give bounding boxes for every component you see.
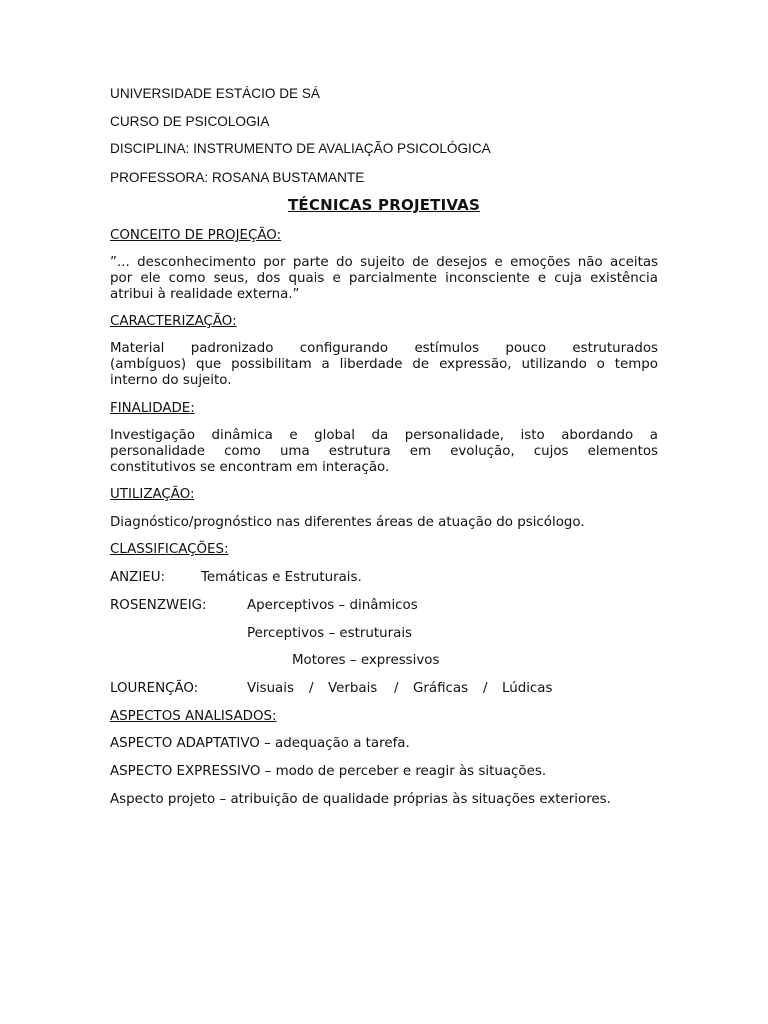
document-title: TÉCNICAS PROJETIVAS xyxy=(287,196,480,214)
value-lourencao-verbais: Verbais xyxy=(328,681,378,696)
paragraph-line: Investigação dinâmica e global da personalidade, isto abordando a xyxy=(110,428,658,443)
paragraph-line: (ambíguos) que possibilitam a liberdade de expressão, utilizando o tempo xyxy=(110,357,658,372)
heading-classificacoes: CLASSIFICAÇÕES: xyxy=(110,542,229,557)
separator-slash: / xyxy=(483,681,488,696)
paragraph-finalidade xyxy=(110,428,658,476)
heading-finalidade: FINALIDADE: xyxy=(110,401,195,416)
heading-caracterizacao: CARACTERIZAÇÃO: xyxy=(110,314,237,329)
aspecto-projeto: Aspecto projeto – atribuição de qualidade próprias às situações exteriores. xyxy=(110,792,611,807)
label-lourencao: LOURENÇÃO: xyxy=(110,681,199,696)
heading-aspectos: ASPECTOS ANALISADOS: xyxy=(110,709,277,724)
paragraph-caracterizacao xyxy=(110,341,658,389)
heading-utilizacao: UTILIZAÇÃO: xyxy=(110,487,195,502)
value-rosenzweig-2: Perceptivos – estruturais xyxy=(247,626,413,641)
aspecto-expressivo: ASPECTO EXPRESSIVO – modo de perceber e reagir às situações. xyxy=(110,764,547,779)
paragraph-line: por ele como seus, dos quais e parcialmente inconsciente e cuja existência xyxy=(110,271,658,286)
paragraph-line: Material padronizado configurando estímulos pouco estruturados xyxy=(110,341,658,356)
heading-conceito: CONCEITO DE PROJEÇÃO: xyxy=(110,228,282,243)
paragraph-conceito xyxy=(110,255,658,303)
label-anzieu: ANZIEU: xyxy=(110,570,166,585)
separator-slash: / xyxy=(394,681,399,696)
discipline-name: DISCIPLINA: INSTRUMENTO DE AVALIAÇÃO PSICOLÓGICA xyxy=(110,141,491,156)
paragraph-line: constitutivos se encontram em interação. xyxy=(110,460,390,475)
text-utilizacao: Diagnóstico/prognóstico nas diferentes áreas de atuação do psicólogo. xyxy=(110,515,585,530)
university-name: UNIVERSIDADE ESTÁCIO DE SÁ xyxy=(110,86,320,101)
separator-slash: / xyxy=(309,681,314,696)
value-rosenzweig-3: Motores – expressivos xyxy=(292,653,440,668)
paragraph-line: personalidade como uma estrutura em evolução, cujos elementos xyxy=(110,444,658,459)
paragraph-line: interno do sujeito. xyxy=(110,373,232,388)
paragraph-line: atribui à realidade externa.” xyxy=(110,287,300,302)
paragraph-line: ”... desconhecimento por parte do sujeito de desejos e emoções não aceitas xyxy=(110,255,658,270)
value-lourencao-ludicas: Lúdicas xyxy=(502,681,553,696)
aspecto-adaptativo: ASPECTO ADAPTATIVO – adequação a tarefa. xyxy=(110,736,410,751)
value-lourencao-graficas: Gráficas xyxy=(413,681,469,696)
value-rosenzweig-1: Aperceptivos – dinâmicos xyxy=(247,598,418,613)
course-name: CURSO DE PSICOLOGIA xyxy=(110,114,270,129)
label-rosenzweig: ROSENZWEIG: xyxy=(110,598,207,613)
professor-name: PROFESSORA: ROSANA BUSTAMANTE xyxy=(110,170,365,185)
value-anzieu: Temáticas e Estruturais. xyxy=(201,570,362,585)
value-lourencao-visuais: Visuais xyxy=(247,681,294,696)
